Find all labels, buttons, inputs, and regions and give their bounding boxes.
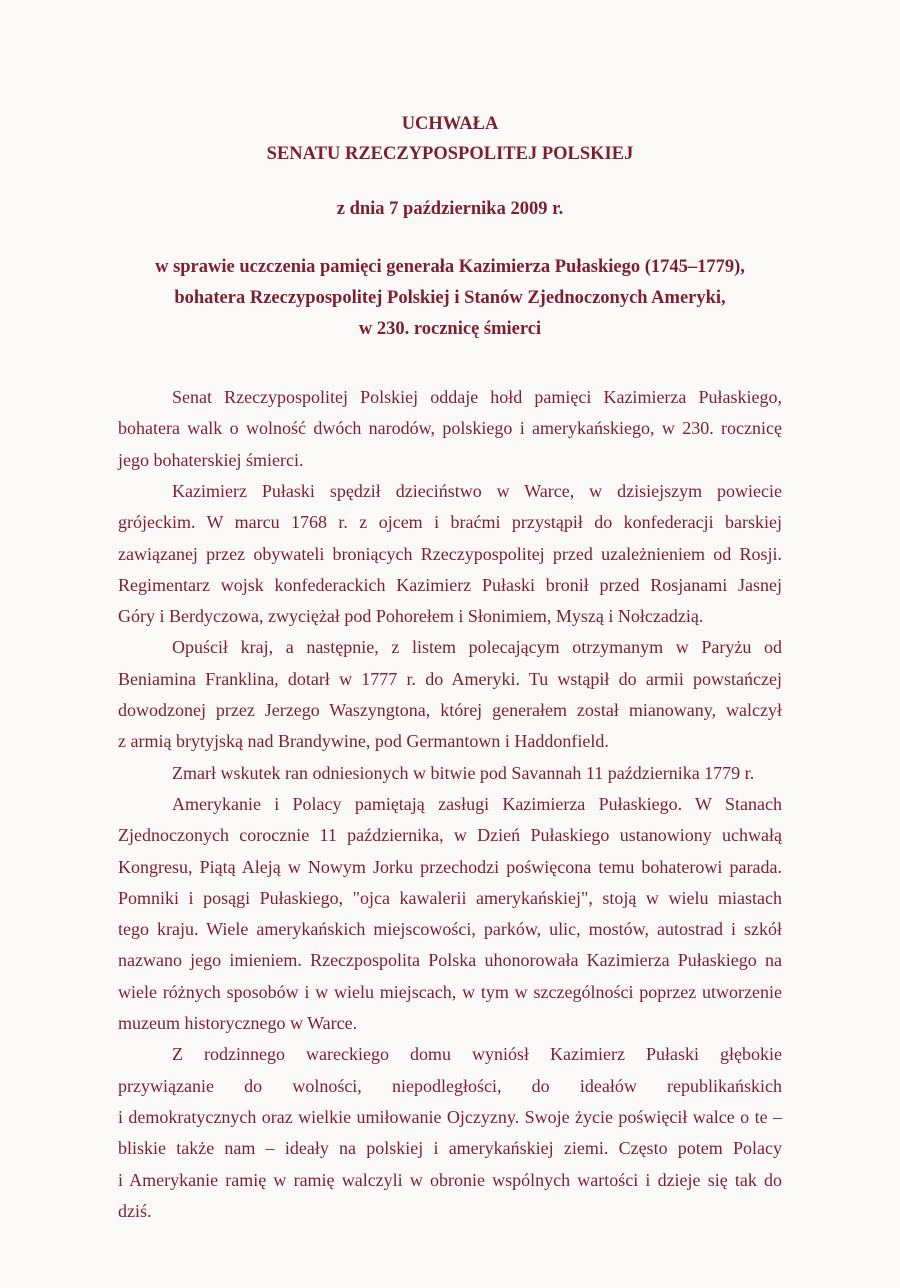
- paragraph-2-line: Regimentarz wojsk konfederackich Kazimierz Pułaski bronił przed Rosjanami Jasnej: [118, 574, 782, 595]
- paragraph-2-line: zawiązanej przez obywateli broniących Rzeczypospolitej przed uzależnieniem od Rosji.: [118, 543, 782, 564]
- paragraph-4-line: Zmarł wskutek ran odniesionych w bitwie pod Savannah 11 października 1779 r.: [172, 762, 755, 783]
- paragraph-2-line: Góry i Berdyczowa, zwyciężał pod Pohorełem i Słonimiem, Myszą i Nołczadzią.: [118, 606, 704, 627]
- paragraph-1-line: Senat Rzeczypospolitej Polskiej oddaje hołd pamięci Kazimierza Pułaskiego,: [172, 387, 782, 407]
- paragraph-6-line: bliskie także nam – ideały na polskiej i amerykańskiej ziemi. Często potem Polacy: [118, 1138, 782, 1159]
- paragraph-6-line: przywiązanie do wolności, niepodległości, do ideałów republikańskich: [118, 1075, 782, 1096]
- document-subject-line: w 230. rocznicę śmierci: [358, 319, 542, 339]
- document-title: UCHWAŁA: [401, 114, 499, 134]
- paragraph-3-line: z armią brytyjską nad Brandywine, pod Germantown i Haddonfield.: [118, 731, 609, 752]
- paragraph-6-line: i Amerykanie ramię w ramię walczyli w obronie wspólnych wartości i dzieje się tak do: [118, 1169, 782, 1190]
- paragraph-6-line: dziś.: [118, 1200, 152, 1221]
- paragraph-2-line: grójeckim. W marcu 1768 r. z ojcem i braćmi przystąpił do konfederacji barskiej: [118, 512, 782, 533]
- paragraph-5-line: Kongresu, Piątą Aleją w Nowym Jorku przechodzi poświęcona temu bohaterowi parada.: [118, 856, 782, 877]
- paragraph-3-line: Beniamina Franklina, dotarł w 1777 r. do Ameryki. Tu wstąpił do armii powstańczej: [118, 668, 782, 689]
- paragraph-3-line: Opuścił kraj, a następnie, z listem polecającym otrzymanym w Paryżu od: [172, 637, 782, 658]
- paragraph-6-line: Z rodzinnego wareckiego domu wyniósł Kazimierz Pułaski głębokie: [172, 1044, 782, 1065]
- paragraph-6-line: i demokratycznych oraz wielkie umiłowanie Ojczyzny. Swoje życie poświęcił walce o te –: [118, 1106, 782, 1127]
- paragraph-1-line: bohatera walk o wolność dwóch narodów, polskiego i amerykańskiego, w 230. rocznicę: [118, 418, 782, 439]
- document-subject-line: w sprawie uczczenia pamięci generała Kazimierza Pułaskiego (1745–1779),: [155, 257, 745, 277]
- paragraph-5-line: Zjednoczonych corocznie 11 października, w Dzień Pułaskiego ustanowiony uchwałą: [118, 825, 782, 846]
- paragraph-5-line: wiele różnych sposobów i w wielu miejscach, w tym w szczególności poprzez utworzenie: [118, 981, 782, 1002]
- document-issuer: SENATU RZECZYPOSPOLITEJ POLSKIEJ: [266, 144, 634, 164]
- paragraph-5-line: Amerykanie i Polacy pamiętają zasługi Kazimierza Pułaskiego. W Stanach: [172, 793, 782, 814]
- paragraph-2-line: Kazimierz Pułaski spędził dzieciństwo w Warce, w dzisiejszym powiecie: [172, 480, 782, 501]
- paragraph-5-line: nazwano jego imieniem. Rzeczpospolita Polska uhonorowała Kazimierza Pułaskiego na: [118, 950, 782, 971]
- paragraph-5-line: tego kraju. Wiele amerykańskich miejscowości, parków, ulic, mostów, autostrad i szkół: [118, 919, 782, 940]
- paragraph-1-line: jego bohaterskiej śmierci.: [118, 449, 304, 470]
- paragraph-5-line: Pomniki i posągi Pułaskiego, "ojca kawalerii amerykańskiej", stoją w wielu miastach: [118, 887, 782, 908]
- document-date: z dnia 7 października 2009 r.: [336, 199, 564, 219]
- paragraph-3-line: dowodzonej przez Jerzego Waszyngtona, której generałem został mianowany, walczył: [118, 700, 782, 720]
- paragraph-5-line: muzeum historycznego w Warce.: [118, 1013, 358, 1033]
- document-subject-line: bohatera Rzeczypospolitej Polskiej i Stanów Zjednoczonych Ameryki,: [174, 288, 726, 308]
